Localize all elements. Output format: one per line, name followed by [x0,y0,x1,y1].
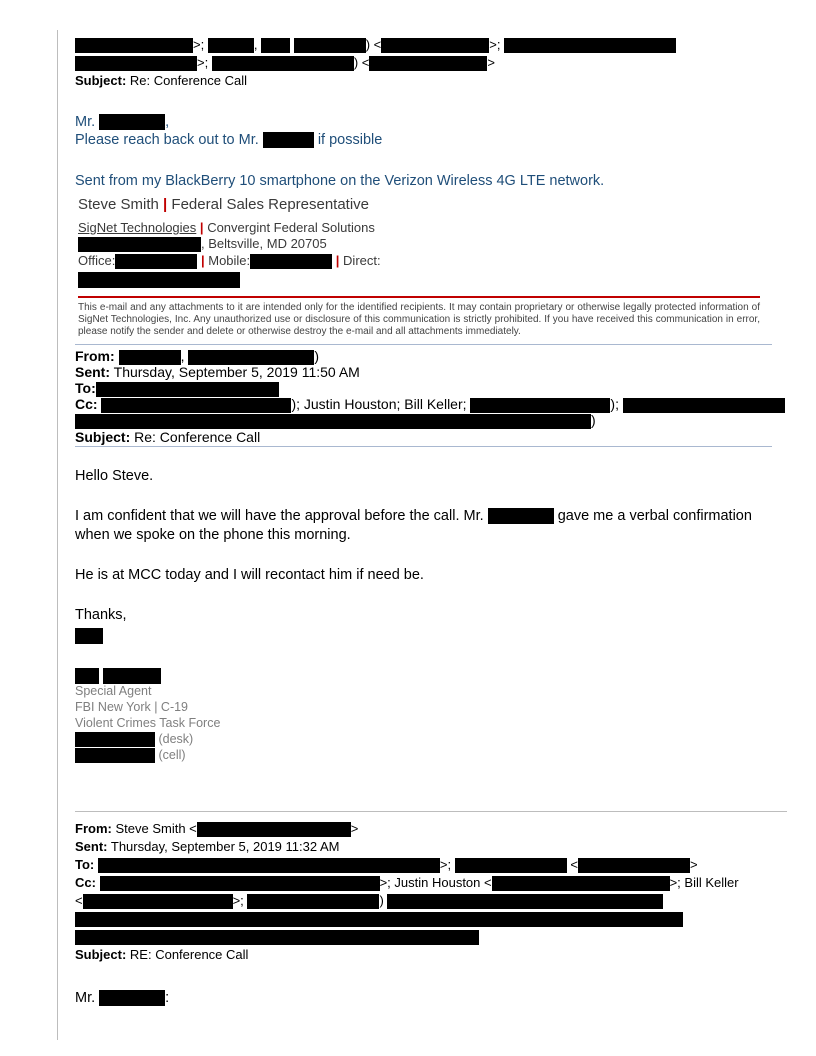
disclaimer: This e-mail and any attachments to it are intended only for the identified recipients. It may contain proprietary or otherwise legally protected information of SigNet Technologies, Inc. Any unauthorized use or disclosure of this communication is strictly prohibited. If you have received this communication in error, please notify the sender and delete or otherwise destroy the e-mail and all attachments immediately. [78,302,760,337]
redaction [263,132,314,148]
redaction [75,56,197,71]
reply1-sent-from: Sent from my BlackBerry 10 smartphone on the Verizon Wireless 4G LTE network. [75,173,605,189]
header3-cc-cont3 [75,929,479,947]
message-separator [75,811,787,812]
agent-desk: (desk) [75,732,193,747]
signature-divider [78,296,760,298]
header2-to: To: [75,380,279,397]
redaction [247,894,379,909]
agent-office: FBI New York | C-19 [75,700,189,714]
header3-subject: Subject: RE: Conference Call [75,947,249,962]
body2-thanks: Thanks, [75,607,127,623]
redaction [96,382,279,397]
header2-cc-cont: ) [75,412,596,429]
redaction [83,894,233,909]
redaction [75,930,479,945]
header3-sent: Sent: Thursday, September 5, 2019 11:32 AM [75,839,340,854]
redaction [492,876,670,891]
redaction [75,748,155,763]
redaction [78,237,201,252]
redaction [75,668,99,684]
body2-sender-initial [75,627,103,645]
redaction [488,508,554,524]
redaction [119,350,181,365]
reply1-line: Please reach back out to Mr. if possible [75,132,383,148]
quote-margin-line [57,30,58,1040]
redaction [75,38,193,53]
redaction [188,350,314,365]
redaction [99,990,165,1006]
redaction [101,398,291,413]
body2-p1-line1: I am confident that we will have the approval before the call. Mr. gave me a verbal confirmation [75,508,752,524]
header3-cc-cont2 [75,911,683,929]
to-line-2: >; ) < > [75,55,495,71]
body2-p1-line2: when we spoke on the phone this morning. [75,527,351,543]
header2-cc: Cc: ); Justin Houston; Bill Keller; ); [75,396,785,413]
redaction [387,894,663,909]
redaction [75,414,591,429]
header3-cc: Cc: >; Justin Houston < >; Bill Keller [75,875,739,890]
agent-cell: (cell) [75,748,186,763]
body2-hello: Hello Steve. [75,468,154,484]
header3-to: To: >; < > [75,857,698,872]
signature-address: , Beltsville, MD 20705 [78,236,327,252]
redaction [294,38,366,53]
header2-from: From: , ) [75,348,320,364]
redaction [455,858,567,873]
redaction [98,858,440,873]
header2-sent: Sent: Thursday, September 5, 2019 11:50 AM [75,364,360,380]
to-line-1: >; , ) < >; [75,37,676,53]
redaction [100,876,380,891]
header-divider [75,344,772,345]
agent-title: Special Agent [75,684,152,698]
signature-direct-number [78,271,240,289]
header3-cc-cont: < >; ) [75,893,663,909]
redaction [75,628,103,644]
subject-line-1: Subject: Re: Conference Call [75,73,247,88]
redaction [197,822,351,837]
redaction [75,732,155,747]
redaction [578,858,690,873]
header2-subject: Subject: Re: Conference Call [75,429,261,445]
agent-unit: Violent Crimes Task Force [75,716,221,730]
redaction [504,38,676,53]
redaction [623,398,785,413]
header2-divider [75,446,772,447]
signature-company: SigNet Technologies | Convergint Federal Solutions [78,220,375,235]
redaction [381,38,489,53]
redaction [261,38,290,53]
redaction [250,254,332,269]
redaction [212,56,354,71]
redaction [75,912,683,927]
agent-name [75,667,161,685]
header3-from: From: Steve Smith < > [75,821,359,836]
signature-name-title: Steve Smith | Federal Sales Representative [78,196,370,213]
redaction [78,272,240,288]
body3-greeting: Mr. : [75,990,170,1006]
signature-phones: Office: | Mobile: | Direct: [78,253,381,268]
redaction [369,56,487,71]
body2-p2: He is at MCC today and I will recontact him if need be. [75,567,424,583]
redaction [470,398,610,413]
redaction [115,254,197,269]
redaction [103,668,161,684]
redaction [99,114,165,130]
reply1-greeting: Mr. , [75,114,170,130]
redaction [208,38,254,53]
